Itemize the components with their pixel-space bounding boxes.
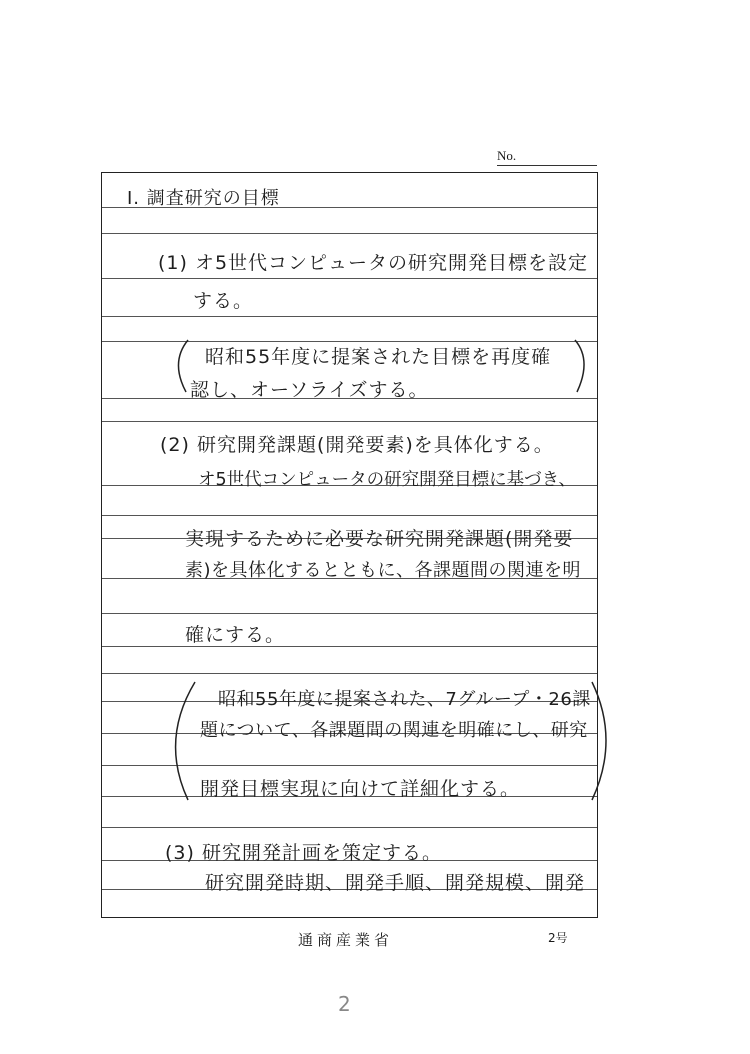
item2-line1: (2) 研究開発課題(開発要素)を具体化する。 [160,434,554,456]
ruled-line [102,646,597,647]
page-number: 2 [338,992,351,1016]
ruled-line [102,421,597,422]
ruled-line [102,278,597,279]
item1-line2: する。 [193,290,254,312]
item2-line3: 実現するために必要な研究開発課題(開発要 [185,528,574,550]
note2-line1: 昭和55年度に提案された、7グループ・26課 [218,689,591,710]
item1-line1: (1) オ5世代コンピュータの研究開発目標を設定 [158,252,589,274]
item3-line2: 研究開発時期、開発手順、開発規模、開発 [205,872,586,894]
item2-line5: 確にする。 [185,624,286,646]
note1-line2: 認し、オーソライズする。 [190,379,429,401]
note1-line1: 昭和55年度に提案された目標を再度確 [205,346,552,368]
form-number: 2号 [548,931,568,945]
ruled-line [102,515,597,516]
ruled-line [102,765,597,766]
ruled-line [102,613,597,614]
item3-line1: (3) 研究開発計画を策定する。 [165,842,442,864]
item2-line4: 素)を具体化するとともに、各課題間の関連を明 [185,560,582,581]
ruled-line [102,827,597,828]
item2-line2: オ5世代コンピュータの研究開発目標に基づき、 [198,470,576,490]
note2-line3: 開発目標実現に向けて詳細化する。 [200,778,521,800]
note2-line2: 題について、各課題間の関連を明確にし、研究 [200,720,588,741]
ministry-name: 通商産業省 [298,931,394,949]
ruled-line [102,233,597,234]
ruled-line [102,673,597,674]
ruled-line [102,316,597,317]
no-label: No. [497,148,597,166]
section-title: I. 調査研究の目標 [127,188,280,209]
